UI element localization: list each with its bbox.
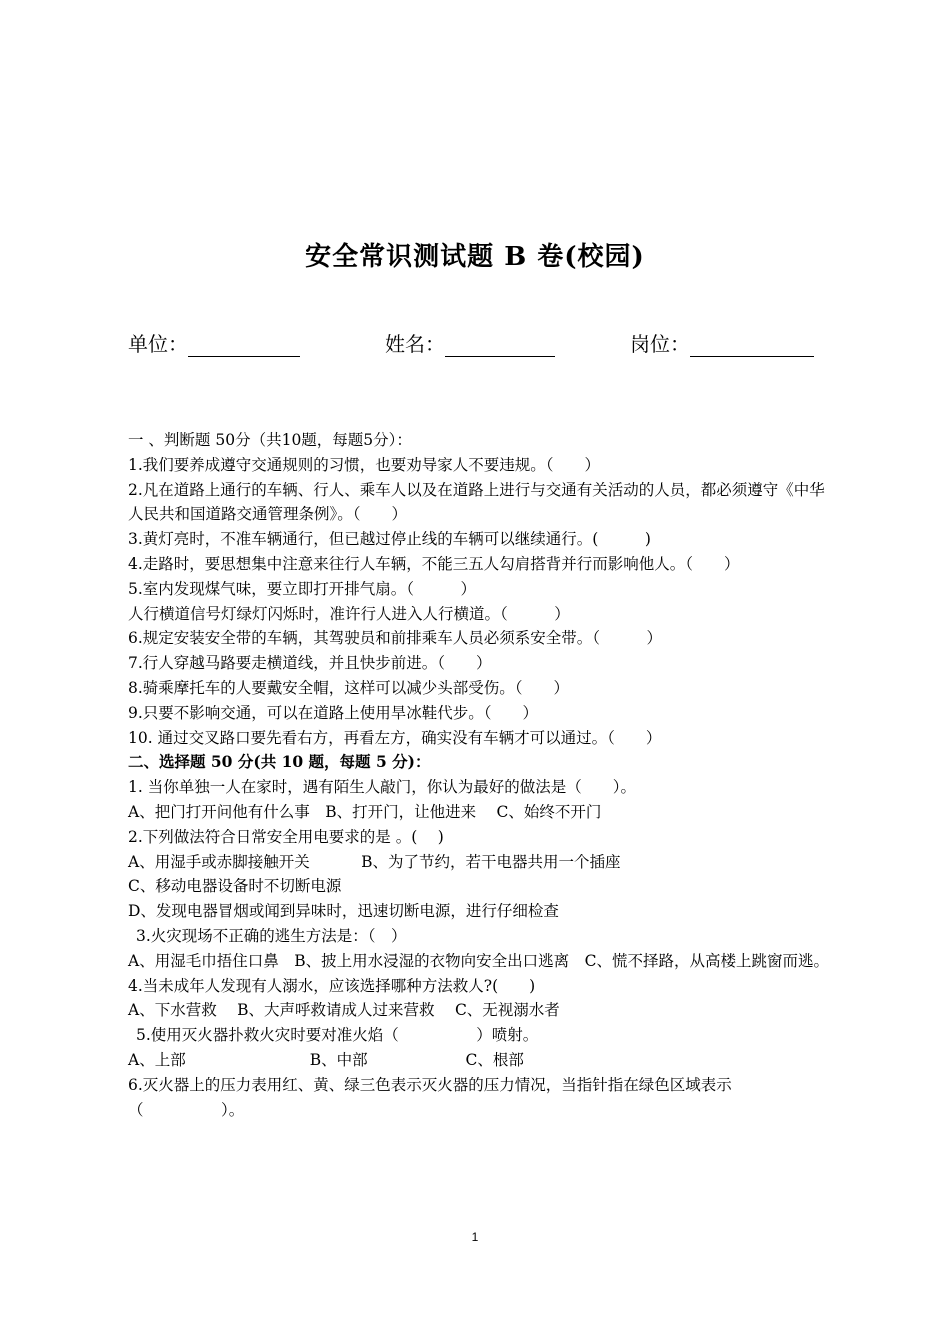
question-line: 3.黄灯亮时，不准车辆通行，但已越过停止线的车辆可以继续通行。( ) [128,530,651,549]
question-line: 5.使用灭火器扑救火灾时要对准火焰（ ）喷射。 [136,1026,539,1045]
option-line: D、发现电器冒烟或闻到异味时，迅速切断电源，进行仔细检查 [128,902,559,921]
question-line: 6.灭火器上的压力表用红、黄、绿三色表示灭火器的压力情况，当指针指在绿色区域表示（ ）。 [128,1075,732,1119]
document-title: 安全常识测试题 B 卷(校园) [305,242,645,272]
question-line: 8.骑乘摩托车的人要戴安全帽，这样可以减少头部受伤。（ ） [128,678,570,697]
position-field[interactable] [630,328,814,357]
question-line: 7.行人穿越马路要走横道线，并且快步前进。（ ） [128,654,492,673]
question-line: 3.火灾现场不正确的逃生方法是：（ ） [136,926,407,945]
unit-label: 单位： [128,332,188,356]
question-line: 1.我们要养成遵守交通规则的习惯，也要劝导家人不要违规。（ ） [128,455,601,474]
unit-field[interactable] [128,328,300,357]
name-label: 姓名： [385,332,445,356]
option-line: C、移动电器设备时不切断电源 [128,877,342,896]
option-line: A、把门打开问他有什么事 B、打开门，让他进来 C、始终不开门 [128,802,602,821]
option-line: A、用湿手或赤脚接触开关 B、为了节约，若干电器共用一个插座 [128,852,621,871]
question-line: 4.走路时，要思想集中注意来往行人车辆，不能三五人勾肩搭背并行而影响他人。（ ） [128,554,740,573]
name-blank[interactable] [445,334,555,357]
position-blank[interactable] [690,334,814,357]
option-line: A、用湿毛巾捂住口鼻 B、披上用水浸湿的衣物向安全出口逃离 C、慌不择路，从高楼上跳窗而逃。 [128,951,829,970]
section-heading-true-false: 一 、判断题 50分（共10题，每题5分）： [128,431,412,449]
unit-blank[interactable] [188,334,300,357]
question-line: 4.当未成年人发现有人溺水，应该选择哪种方法救人?( ) [128,976,536,995]
question-line: 2.凡在道路上通行的车辆、行人、乘车人以及在道路上进行与交通有关活动的人员，都必须遵守《中华人民共和国道路交通管理条例》。（ ） [128,480,825,524]
question-line: 2.下列做法符合日常安全用电要求的是 。( ) [128,827,444,846]
section-heading-choice: 二、选择题 50 分(共 10 题，每题 5 分)： [128,752,431,772]
position-label: 岗位： [630,332,690,356]
option-line: A、下水营救 B、大声呼救请成人过来营救 C、无视溺水者 [128,1001,560,1020]
question-line: 6.规定安装安全带的车辆，其驾驶员和前排乘车人员必须系安全带。（ ） [128,629,663,648]
question-body [128,428,840,1122]
page-number: 1 [471,1230,479,1244]
question-line: 10. 通过交叉路口要先看右方，再看左方，确实没有车辆才可以通过。（ ） [128,728,662,747]
question-line: 1. 当你单独一人在家时，遇有陌生人敲门，你认为最好的做法是（ ）。 [128,778,636,797]
question-line: 人行横道信号灯绿灯闪烁时，准许行人进入人行横道。（ ） [128,604,570,623]
option-line: A、上部 B、中部 C、根部 [128,1050,524,1069]
info-fields [128,328,848,358]
question-line: 9.只要不影响交通，可以在道路上使用旱冰鞋代步。（ ） [128,703,539,722]
name-field[interactable] [385,328,555,357]
question-line: 5.室内发现煤气味，要立即打开排气扇。（ ） [128,579,477,598]
